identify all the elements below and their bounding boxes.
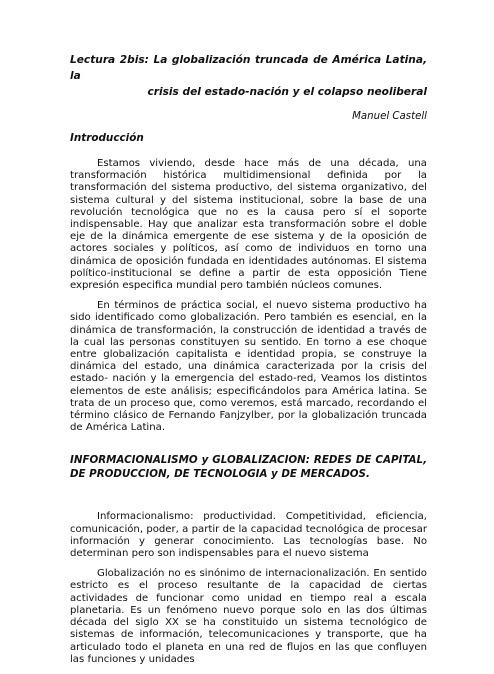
author-name: Manuel Castell [352,111,427,122]
section2-paragraph-2: Globalización no es sinónimo de internacionalización. En sentido estricto es el proceso resultante de la capacidad de ciertas actividades de funcionar como unidad en tiempo real a escala planetaria. Es un fenómeno nuevo porque solo en las dos últimas década del siglo XX se ha constituido un sistema tecnológico de sistemas de información, telecomunicaciones y transporte, que ha articulado todo el planeta en una red de flujos en las que confluyen las funciones y unidades [70,568,427,665]
title-line-1: Lectura 2bis: La globalización truncada de América Latina, la [70,54,427,82]
title-line-2: crisis del estado-nación y el colapso neoliberal [147,86,427,98]
section2-paragraph-1: Informacionalismo: productividad. Competitividad, eficiencia, comunicación, poder, a partir de la capacidad tecnológica de procesar información y generar conocimiento. Las tecnologías base. No determinan pero son indispensables para el nuevo sistema [70,511,427,560]
document-title [70,52,427,100]
section-heading-informacionalismo: INFORMACIONALISMO y GLOBALIZACION: REDES DE CAPITAL, DE PRODUCCION, DE TECNOLOGIA y DE MERCADOS. [70,454,427,480]
intro-paragraph-2: En términos de práctica social, el nuevo sistema productivo ha sido identificado como globalización. Pero también es esencial, en la dinámica de transformación, la construcción de identidad a través de la cual las personas constituyen su sentido. En torno a ese choque entre globalización capitalista e identidad propia, se construye la dinámica del estado, una dinámica caracterizada por la crisis del estado- nación y la emergencia del estado-red, Veamos los distintos elementos de este análisis; especificándolos para América latina. Se trata de un proceso que, como veremos, está marcado, recordando el término clásico de Fernando Fanjzylber, por la globalización truncada de América Latina. [70,300,427,434]
intro-heading: Introducción [70,132,144,144]
intro-paragraph-1: Estamos viviendo, desde hace más de una década, una transformación histórica multidimensional definida por la transformación del sistema productivo, del sistema organizativo, del sistema cultural y del sistema institucional, sobre la base de una revolución tecnológica que no es la causa pero sí el soporte indispensable. Hay que analizar esta transformación sobre el doble eje de la dinámica emergente de ese sistema y de la oposición de actores sociales y políticos, así como de individuos en torno una dinámica de oposición fundada en identidades autónomas. El sistema político-institucional se define a partir de esta opposición Tiene expresión especifica mundial pero también núcleos comunes. [70,158,427,292]
document-page [70,52,427,674]
